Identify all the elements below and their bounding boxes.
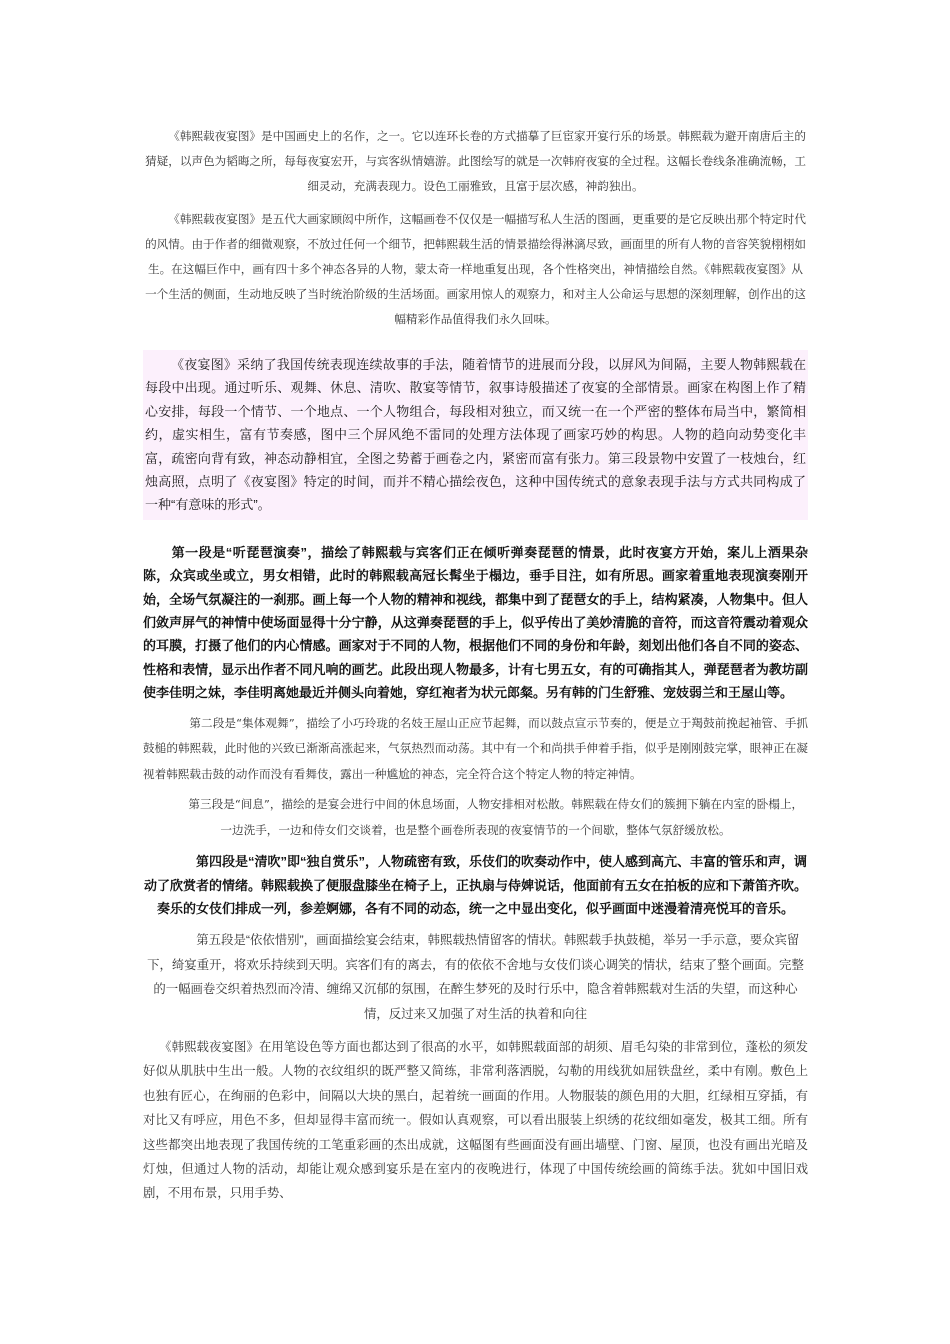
paragraph-author: 《韩熙载夜宴图》是五代大画家顾闳中所作，这幅画卷不仅仅是一幅描写私人生活的图画，更重要的是它反映出那个特定时代的风情。由于作者的细微观察，不放过任何一个细节，把韩熙载生活的情景描绘得淋漓尽致，画面里的所有人物的音容笑貌栩栩如生。在这幅巨作中，画有四十多个神态各异的人物，蒙太奇一样地重复出现，各个性格突出，神情描绘自然。《韩熙载夜宴图》从一个生活的侧面，生动地反映了当时统治阶级的生活场面。画家用惊人的观察力，和对主人公命运与思想的深刻理解，创作出的这幅精彩作品值得我们永久回味。	[145, 212, 806, 326]
paragraph-composition-highlighted: 《夜宴图》采纳了我国传统表现连续故事的手法，随着情节的进展而分段，以屏风为间隔，主要人物韩熙载在每段中出现。通过听乐、观舞、休息、清吹、散宴等情节，叙事诗般描述了夜宴的全部情景。画家在构图上作了精心安排，每段一个情节、一个地点、一个人物组合，每段相对独立，而又统一在一个严密的整体布局当中，繁简相约，虚实相生，富有节奏感，图中三个屏风绝不雷同的处理方法体现了画家巧妙的构思。人物的趋向动势变化丰富，疏密向背有致，神态动静相宜，全图之势蓄于画卷之内，紧密而富有张力。第三段景物中安置了一枝烛台，红烛高照，点明了《夜宴图》特定的时间，而并不精心描绘夜色，这种中国传统式的意象表现手法与方式共同构成了一种“有意味的形式”。	[143, 350, 808, 520]
paragraph-section-four: 第四段是“清吹”即“独自赏乐”，人物疏密有致，乐伎们的吹奏动作中，使人感到高亢、丰富的管乐和声，调动了欣赏者的情绪。韩熙载换了便服盘膝坐在椅子上，正执扇与侍婢说话，他面前有五女在拍板的应和下萧笛齐吹。奏乐的女伎们排成一列，参差婀娜，各有不同的动态，统一之中显出变化，似乎画面中迷漫着清亮悦耳的音乐。	[143, 854, 807, 916]
paragraph-section-five: 第五段是“依依惜别”，画面描绘宴会结束，韩熙载热情留客的情状。韩熙载手执鼓槌，举另一手示意，要众宾留下，绮宴重开，将欢乐持续到天明。宾客们有的离去，有的依依不舍地与女伎们谈心调笑的情状，结束了整个画面。完整的一幅画卷交织着热烈而冷清、缠绵又沉郁的氛围，在醉生梦死的及时行乐中，隐含着韩熙载对生活的失望，而这种心情，反过来又加强了对生活的执着和向往	[147, 933, 804, 1021]
document-page	[143, 124, 808, 1206]
paragraph-section-three: 第三段是“间息”，描绘的是宴会进行中间的休息场面，人物安排相对松散。韩熙载在侍女们的簇拥下躺在内室的卧榻上，一边洗手，一边和侍女们交谈着，也是整个画卷所表现的夜宴情节的一个间歇，整体气氛舒缓放松。	[188, 797, 804, 837]
paragraph-technique: 《韩熙载夜宴图》在用笔设色等方面也都达到了很高的水平，如韩熙载面部的胡须、眉毛勾染的非常到位，蓬松的须发好似从肌肤中生出一般。人物的衣纹组织的既严整又简练，非常利落洒脱，勾勒的用线犹如屈铁盘丝，柔中有刚。敷色上也独有匠心，在绚丽的色彩中，间隔以大块的黑白，起着统一画面的作用。人物服装的颜色用的大胆，红绿相互穿插，有对比又有呼应，用色不多，但却显得丰富而统一。假如认真观察，可以看出服装上织绣的花纹细如毫发，极其工细。所有这些都突出地表现了我国传统的工笔重彩画的杰出成就，这幅图有些画面没有画出墙壁、门窗、屋顶，也没有画出光暗及灯烛，但通过人物的活动，却能让观众感到宴乐是在室内的夜晚进行，体现了中国传统绘画的简练手法。犹如中国旧戏剧，不用布景，只用手势、	[143, 1040, 808, 1201]
paragraph-section-one: 第一段是“听琵琶演奏”，描绘了韩熙载与宾客们正在倾听弹奏琵琶的情景，此时夜宴方开始，案儿上酒果杂陈，众宾或坐或立，男女相错，此时的韩熙载高冠长髯坐于榻边，垂手目注，如有所思。画家着重地表现演奏刚开始，全场气氛凝注的一刹那。画上每一个人物的精神和视线，都集中到了琵琶女的手上，结构紧凑，人物集中。但人们敛声屏气的神情中使场面显得十分宁静，从这弹奏琵琶的手上，似乎传出了美妙清脆的音符，而这音符震动着观众的耳膜，打摄了他们的内心情感。画家对于不同的人物，根据他们不同的身份和年龄，刻划出他们各自不同的姿态、性格和表情，显示出作者不同凡响的画艺。此段出现人物最多，计有七男五女，有的可确指其人，弹琵琶者为教坊副使李佳明之妹，李佳明离她最近并侧头向着她，穿红袍者为状元郎粲。另有韩的门生舒雅、宠妓弱兰和王屋山等。	[143, 544, 808, 701]
paragraph-intro: 《韩熙载夜宴图》是中国画史上的名作，之一。它以连环长卷的方式描摹了巨宦家开宴行乐的场景。韩熙载为避开南唐后主的猜疑，以声色为韬晦之所，每每夜宴宏开，与宾客纵情嬉游。此图绘写的就是一次韩府夜宴的全过程。这幅长卷线条准确流畅，工细灵动，充满表现力。设色工丽雅致，且富于层次感，神韵独出。	[145, 129, 806, 193]
paragraph-section-two: 第二段是“集体观舞”，描绘了小巧玲珑的名妓王屋山正应节起舞，而以鼓点宣示节奏的，便是立于羯鼓前挽起袖管、手抓鼓槌的韩熙载，此时他的兴致已渐渐高涨起来，气氛热烈而动荡。其中有一个和尚拱手伸着手指，似乎是刚刚鼓完掌，眼神正在凝视着韩熙载击鼓的动作而没有看舞伎，露出一种尴尬的神态，完全符合这个特定人物的特定神情。	[143, 715, 808, 781]
